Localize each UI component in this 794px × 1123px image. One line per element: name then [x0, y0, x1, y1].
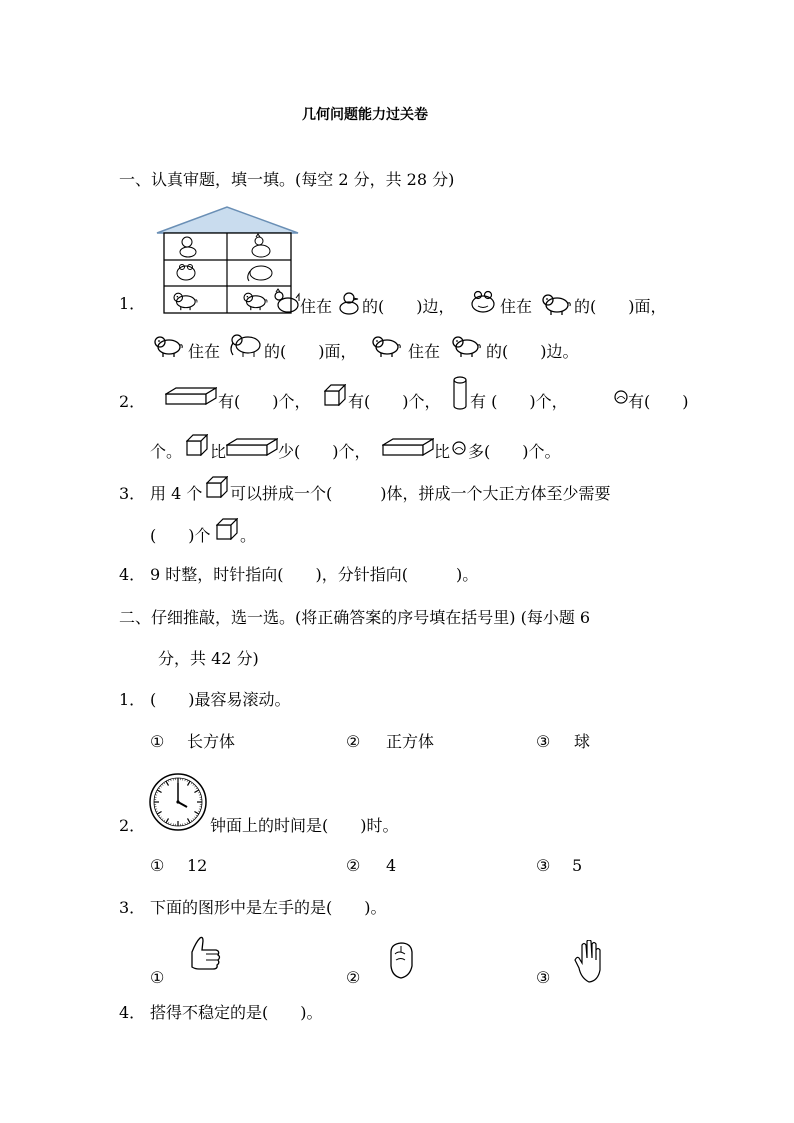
- duck-icon: [338, 291, 360, 318]
- s2q2-option-1-label: 12: [187, 856, 208, 875]
- s2q2-text: 钟面上的时间是( )时。: [210, 816, 399, 835]
- cow-icon: [448, 332, 484, 361]
- q4-text: 9 时整，时针指向( )，分针指向( )。: [150, 565, 479, 584]
- cube-icon: [324, 384, 346, 409]
- q2-number: 2．: [119, 392, 146, 411]
- s2q1-option-3-label: 球: [574, 732, 591, 751]
- s2q1-option-1-mark[interactable]: ①: [150, 732, 165, 751]
- q1-text-e: 住在: [188, 342, 221, 361]
- fist-hand-icon: [384, 940, 418, 983]
- s2q2-number: 2．: [119, 816, 146, 835]
- q2-text-c: 有 ( )个，: [470, 392, 568, 411]
- q3-text-a: 用 4 个: [150, 484, 203, 503]
- q2-text-i: 多( )个。: [468, 442, 561, 461]
- s2q3-option-1-mark[interactable]: ①: [150, 968, 165, 987]
- s2q3-number: 3．: [119, 898, 146, 917]
- cube-icon: [206, 476, 228, 501]
- cuboid-icon: [226, 438, 278, 459]
- q2-text-g: 少( )个，: [278, 442, 371, 461]
- q1-number: 1．: [119, 294, 146, 313]
- s2q3-text: 下面的图形中是左手的是( )。: [150, 898, 387, 917]
- q2-text-e: 个。: [150, 442, 183, 461]
- s2q4-number: 4．: [119, 1003, 146, 1022]
- cube-icon: [186, 434, 208, 459]
- s2q1-option-3-mark[interactable]: ③: [536, 732, 551, 751]
- q3-number: 3．: [119, 484, 146, 503]
- s2q1-option-2-label: 正方体: [386, 732, 435, 751]
- cube-icon: [216, 518, 238, 543]
- open-hand-icon: [572, 940, 604, 987]
- q1-text-d: 的( )面，: [574, 297, 667, 316]
- s2q2-option-3-mark[interactable]: ③: [536, 856, 551, 875]
- q2-text-d: 有( ): [628, 392, 689, 411]
- s2q1-number: 1．: [119, 690, 146, 709]
- sphere-icon: [614, 390, 628, 407]
- cuboid-icon: [165, 387, 217, 408]
- s2q1-text: ( )最容易滚动。: [150, 690, 291, 709]
- q1-row1: [119, 296, 145, 312]
- thumbs-up-hand-icon: [184, 934, 226, 979]
- q1-text-g: 住在: [408, 342, 441, 361]
- s2q1-option-1-label: 长方体: [187, 732, 236, 751]
- s2q4-text: 搭得不稳定的是( )。: [150, 1003, 323, 1022]
- q1-text-h: 的( )边。: [486, 342, 579, 361]
- q3-text-c: ( )个: [150, 526, 211, 545]
- section2-heading: 二、仔细推敲，选一选。(将正确答案的序号填在括号里) (每小题 6: [119, 608, 591, 627]
- chicken-icon: [272, 288, 300, 317]
- q1-text-b: 的( )边，: [362, 297, 455, 316]
- q3-text-b: 可以拼成一个( )体，拼成一个大正方体至少需要: [230, 484, 611, 503]
- section2-heading-cont: 分，共 42 分): [158, 649, 259, 668]
- q2-text-a: 有( )个，: [218, 392, 311, 411]
- pig-icon: [368, 332, 404, 361]
- q1-text-c: 住在: [500, 297, 533, 316]
- q4-number: 4．: [119, 565, 146, 584]
- cuboid-icon: [382, 438, 434, 459]
- elephant-icon: [228, 330, 262, 361]
- page-title: 几何问题能力过关卷: [302, 107, 428, 123]
- q3-text-d: 。: [240, 526, 257, 545]
- s2q3-option-3-mark[interactable]: ③: [536, 968, 551, 987]
- q1-text-f: 的( )面，: [264, 342, 357, 361]
- q2-text-f: 比: [210, 442, 227, 461]
- section1-heading: 一、认真审题，填一填。(每空 2 分，共 28 分): [119, 170, 455, 189]
- s2q2-option-3-label: 5: [572, 856, 583, 875]
- s2q1-option-2-mark[interactable]: ②: [346, 732, 361, 751]
- s2q3-option-2-mark[interactable]: ②: [346, 968, 361, 987]
- frog-icon: [470, 288, 496, 317]
- clock-icon: [148, 772, 208, 835]
- s2q2-option-2-mark[interactable]: ②: [346, 856, 361, 875]
- s2q2-option-1-mark[interactable]: ①: [150, 856, 165, 875]
- cylinder-icon: [452, 376, 468, 413]
- s2q2-option-2-label: 4: [386, 856, 397, 875]
- q2-text-b: 有( )个，: [348, 392, 441, 411]
- cow-icon: [150, 332, 186, 361]
- pig-icon: [538, 290, 574, 319]
- q2-text-h: 比: [434, 442, 451, 461]
- sphere-icon: [452, 441, 466, 458]
- q1-text-a: 住在: [300, 297, 333, 316]
